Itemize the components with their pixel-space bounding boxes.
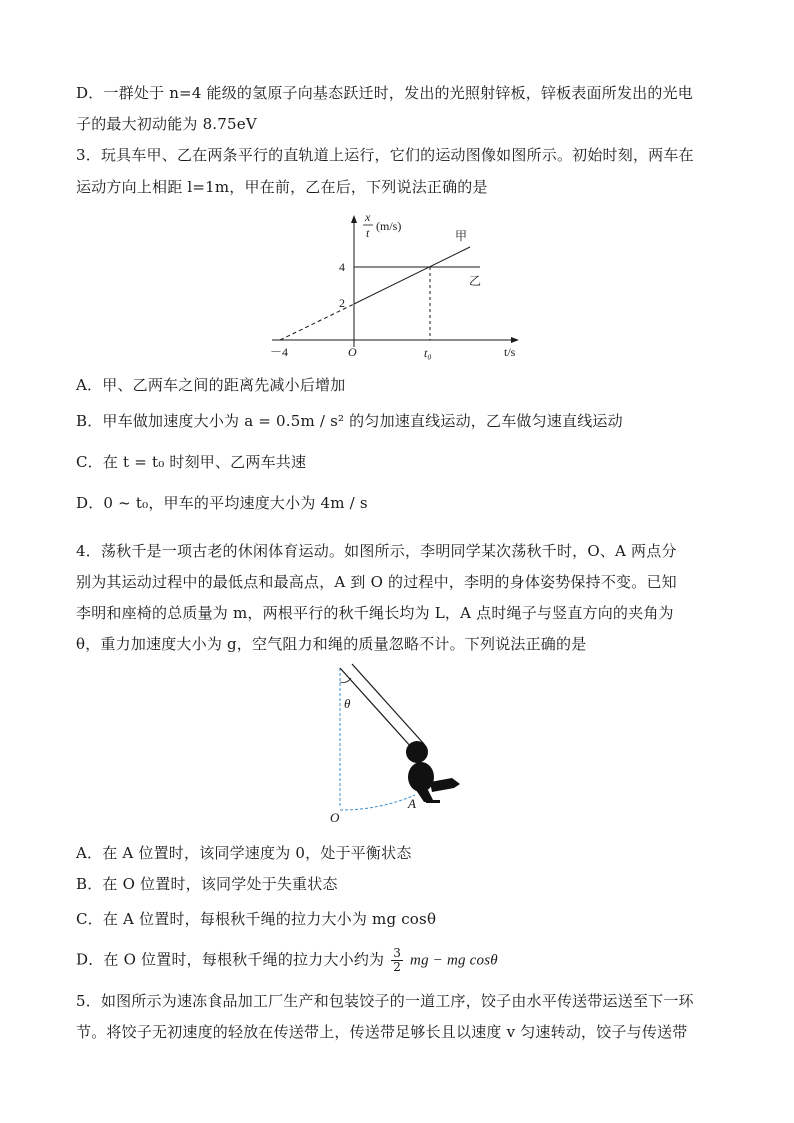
q4-stem-line2: 别为其运动过程中的最低点和最高点，A 到 O 的过程中，李明的身体姿势保持不变。已知 xyxy=(76,573,677,591)
q3-option-b: B．甲车做加速度大小为 a = 0.5m / s² 的匀加速直线运动，乙车做匀速直线运动 xyxy=(76,412,623,430)
q4-option-d-prefix: D．在 O 位置时，每根秋千绳的拉力大小约为 xyxy=(76,950,385,969)
q4-stem-line3: 李明和座椅的总质量为 m，两根平行的秋千绳长均为 L，A 点时绳子与竖直方向的夹角为 xyxy=(76,604,674,622)
q5-stem-line1: 5．如图所示为速冻食品加工厂生产和包装饺子的一道工序，饺子由水平传送带运送至下一环 xyxy=(76,992,694,1010)
fraction-numerator: 3 xyxy=(393,946,402,960)
theta-label: θ xyxy=(344,696,351,711)
point-o-label: O xyxy=(330,810,340,825)
q3-stem-line1: 3．玩具车甲、乙在两条平行的直轨道上运行，它们的运动图像如图所示。初始时刻，两车在 xyxy=(76,146,694,164)
swing-rope-1 xyxy=(340,668,412,748)
tick-y-2: 2 xyxy=(339,296,345,310)
x-label: t/s xyxy=(504,345,516,359)
q2-option-d-line1: D．一群处于 n=4 能级的氢原子向基态跃迁时，发出的光照射锌板，锌板表面所发出的光电 xyxy=(76,84,693,102)
q3-option-d: D．0 ~ t₀，甲车的平均速度大小为 4m / s xyxy=(76,494,368,512)
tick-x-t0: t₀ xyxy=(424,346,432,360)
q3-stem-line2: 运动方向上相距 l=1m，甲在前，乙在后，下列说法正确的是 xyxy=(76,178,488,196)
label-yi: 乙 xyxy=(469,274,482,288)
origin-label: O xyxy=(348,345,357,359)
y-label-den: t xyxy=(366,226,370,240)
fraction-three-halves xyxy=(391,947,403,974)
q4-option-d xyxy=(76,947,498,974)
q4-stem-line4: θ，重力加速度大小为 g，空气阻力和绳的质量忽略不计。下列说法正确的是 xyxy=(76,635,587,653)
fraction-denominator: 2 xyxy=(393,960,402,974)
graph-x-arrow xyxy=(511,337,519,343)
child-silhouette xyxy=(406,741,460,803)
series-jia-line xyxy=(354,247,470,304)
tick-x-neg4: －4 xyxy=(270,345,289,359)
q4-option-b: B．在 O 位置时，该同学处于失重状态 xyxy=(76,875,338,893)
q4-option-a: A．在 A 位置时，该同学速度为 0，处于平衡状态 xyxy=(76,844,412,862)
y-unit: (m/s) xyxy=(376,219,402,233)
q3-option-c: C．在 t = t₀ 时刻甲、乙两车共速 xyxy=(76,453,307,471)
q5-stem-line2: 节。将饺子无初速度的轻放在传送带上，传送带足够长且以速度 v 匀速转动，饺子与传送带 xyxy=(76,1023,688,1041)
q4-option-d-formula: mg − mg cosθ xyxy=(410,952,498,969)
tick-y-4: 4 xyxy=(339,260,345,274)
graph-y-arrow xyxy=(351,215,357,223)
q4-stem-line1: 4．荡秋千是一项古老的休闲体育运动。如图所示，李明同学某次荡秋千时，O、A 两点分 xyxy=(76,542,677,560)
q3-velocity-graph xyxy=(262,207,532,367)
swing-arc xyxy=(340,795,415,810)
q4-swing-figure xyxy=(320,660,480,830)
y-label-num: x xyxy=(365,210,371,224)
q2-option-d-line2: 子的最大初动能为 8.75eV xyxy=(76,115,257,133)
point-a-label: A xyxy=(408,796,416,811)
label-jia: 甲 xyxy=(455,229,468,243)
swing-rope-2 xyxy=(352,664,424,744)
q4-option-c: C．在 A 位置时，每根秋千绳的拉力大小为 mg cosθ xyxy=(76,910,437,928)
q3-option-a: A．甲、乙两车之间的距离先减小后增加 xyxy=(76,376,346,394)
